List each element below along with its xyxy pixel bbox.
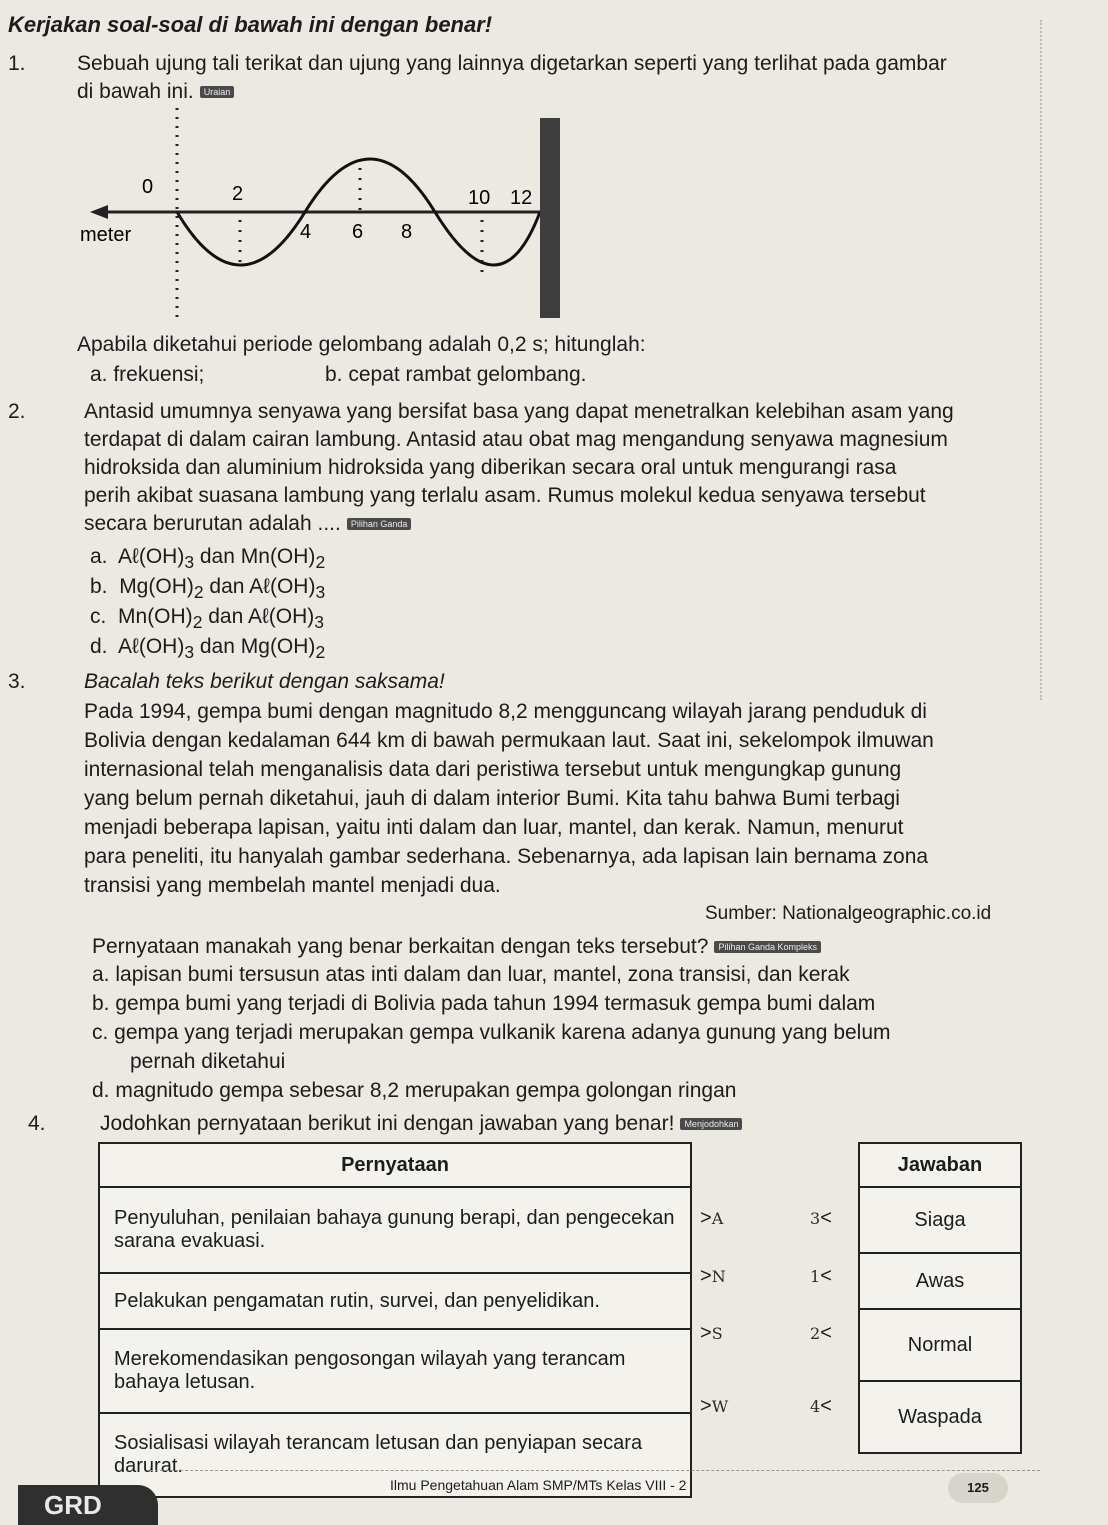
- answers-header: Jawaban: [859, 1143, 1021, 1187]
- answer-cell: Normal: [859, 1309, 1021, 1381]
- axis-arrow: [90, 205, 108, 219]
- statement-cell: Penyuluhan, penilaian bahaya gunung berapi, dan pengecekan sarana evakuasi.: [99, 1187, 691, 1273]
- q1-option-a: a. frekuensi;: [90, 363, 205, 386]
- connector-arrow: >A: [700, 1207, 724, 1229]
- statements-table: [98, 1142, 692, 1498]
- q3-title: Bacalah teks berikut dengan saksama!: [84, 670, 445, 693]
- q2-line: hidroksida dan aluminium hidroksida yang diberikan secara oral untuk mengurangi rasa: [84, 456, 897, 479]
- q3-line: internasional telah menganalisis data dari peristiwa tersebut untuk mengungkap gunung: [84, 758, 902, 781]
- q3-question: Pernyataan manakah yang benar berkaitan dengan teks tersebut? Pilihan Ganda Kompleks: [92, 935, 821, 959]
- q1-option-b: b. cepat rambat gelombang.: [325, 363, 587, 386]
- q2-line: Antasid umumnya senyawa yang bersifat basa yang dapat menetralkan kelebihan asam yang: [84, 400, 954, 423]
- connector-arrow: >W: [700, 1395, 729, 1417]
- q1-line2: di bawah ini. Uraian: [77, 80, 234, 104]
- q1-question: Apabila diketahui periode gelombang adalah 0,2 s; hitunglah:: [77, 333, 646, 356]
- wave-figure: [70, 108, 570, 323]
- footer-book-title: Ilmu Pengetahuan Alam SMP/MTs Kelas VIII - 2: [390, 1477, 687, 1493]
- q4-number: 4.: [28, 1112, 46, 1135]
- q3-option-d: d. magnitudo gempa sebesar 8,2 merupakan gempa golongan ringan: [92, 1079, 737, 1102]
- q3-option-c-cont: pernah diketahui: [130, 1050, 286, 1073]
- q3-option-a: a. lapisan bumi tersusun atas inti dalam dan luar, mantel, zona transisi, dan kerak: [92, 963, 850, 986]
- q2-option-c: c. $Mn(OH)_2$ dan $A\ell(OH)_3$: [90, 605, 324, 633]
- q1-tag: Uraian: [200, 86, 235, 98]
- q4-instruction: Jodohkan pernyataan berikut ini dengan jawaban yang benar! Menjodohkan: [100, 1112, 742, 1136]
- q3-line: yang belum pernah diketahui, jauh di dalam interior Bumi. Kita tahu bahwa Bumi terbagi: [84, 787, 900, 810]
- answer-marker: 3<: [810, 1207, 832, 1229]
- answer-cell: Awas: [859, 1253, 1021, 1309]
- q4-tag: Menjodohkan: [680, 1118, 742, 1130]
- q3-source: Sumber: Nationalgeographic.co.id: [705, 903, 992, 924]
- footer-divider: [150, 1470, 1040, 1471]
- answer-marker: 2<: [810, 1322, 832, 1344]
- statement-cell: Pelakukan pengamatan rutin, survei, dan penyelidikan.: [99, 1273, 691, 1329]
- q3-line: transisi yang membelah mantel menjadi dua.: [84, 874, 501, 897]
- q2-option-a: a. $A\ell(OH)_3$ dan $Mn(OH)_2$: [90, 545, 326, 573]
- connector-arrow: >S: [700, 1322, 723, 1344]
- q2-option-b: b. $Mg(OH)_2$ dan $A\ell(OH)_3$: [90, 575, 326, 603]
- instruction-heading: Kerjakan soal-soal di bawah ini dengan benar!: [8, 12, 493, 37]
- label-2: 2: [232, 183, 244, 205]
- answer-cell: Siaga: [859, 1187, 1021, 1253]
- publisher-logo: GRD: [18, 1485, 158, 1525]
- answer-cell: Waspada: [859, 1381, 1021, 1453]
- q3-line: para peneliti, itu hanyalah gambar sederhana. Sebenarnya, ada lapisan lain bernama zona: [84, 845, 929, 868]
- q3-line: Pada 1994, gempa bumi dengan magnitudo 8,2 mengguncang wilayah jarang penduduk di: [84, 700, 927, 723]
- q2-line: perih akibat suasana lambung yang terlalu asam. Rumus molekul kedua senyawa tersebut: [84, 484, 926, 507]
- q3-option-b: b. gempa bumi yang terjadi di Bolivia pada tahun 1994 termasuk gempa bumi dalam: [92, 992, 876, 1015]
- q3-option-c: c. gempa yang terjadi merupakan gempa vulkanik karena adanya gunung yang belum: [92, 1021, 891, 1044]
- q2-tag: Pilihan Ganda: [347, 518, 412, 530]
- q1-line1: Sebuah ujung tali terikat dan ujung yang lainnya digetarkan seperti yang terlihat pada gambar: [77, 52, 947, 75]
- q3-number: 3.: [8, 670, 26, 693]
- page-number: 125: [948, 1473, 1008, 1503]
- q3-line: Bolivia dengan kedalaman 644 km di bawah permukaan laut. Saat ini, sekelompok ilmuwan: [84, 729, 934, 752]
- label-10: 10: [468, 187, 491, 209]
- label-4: 4: [300, 221, 312, 243]
- unit-label: meter: [80, 224, 132, 246]
- statement-cell: Merekomendasikan pengosongan wilayah yang terancam bahaya letusan.: [99, 1329, 691, 1413]
- answer-marker: 1<: [810, 1265, 832, 1287]
- q2-line: secara berurutan adalah .... Pilihan Ganda: [84, 512, 411, 536]
- label-8: 8: [401, 221, 413, 243]
- q2-number: 2.: [8, 400, 26, 423]
- statements-header: Pernyataan: [99, 1143, 691, 1187]
- statement-cell: Sosialisasi wilayah terancam letusan dan penyiapan secara darurat.: [99, 1413, 691, 1497]
- label-12: 12: [510, 187, 533, 209]
- q3-line: menjadi beberapa lapisan, yaitu inti dalam dan luar, mantel, dan kerak. Namun, menurut: [84, 816, 904, 839]
- wave-source-wall: [540, 118, 560, 318]
- q1-number: 1.: [8, 52, 26, 75]
- label-6: 6: [352, 221, 364, 243]
- q2-option-d: d. $A\ell(OH)_3$ dan $Mg(OH)_2$: [90, 635, 326, 663]
- answers-table: [858, 1142, 1022, 1454]
- answer-marker: 4<: [810, 1395, 832, 1417]
- q3-tag: Pilihan Ganda Kompleks: [714, 941, 821, 953]
- q2-line: terdapat di dalam cairan lambung. Antasid atau obat mag mengandung senyawa magnesium: [84, 428, 948, 451]
- connector-arrow: >N: [700, 1265, 726, 1287]
- label-0: 0: [142, 176, 154, 198]
- binding-holes: [1040, 20, 1050, 700]
